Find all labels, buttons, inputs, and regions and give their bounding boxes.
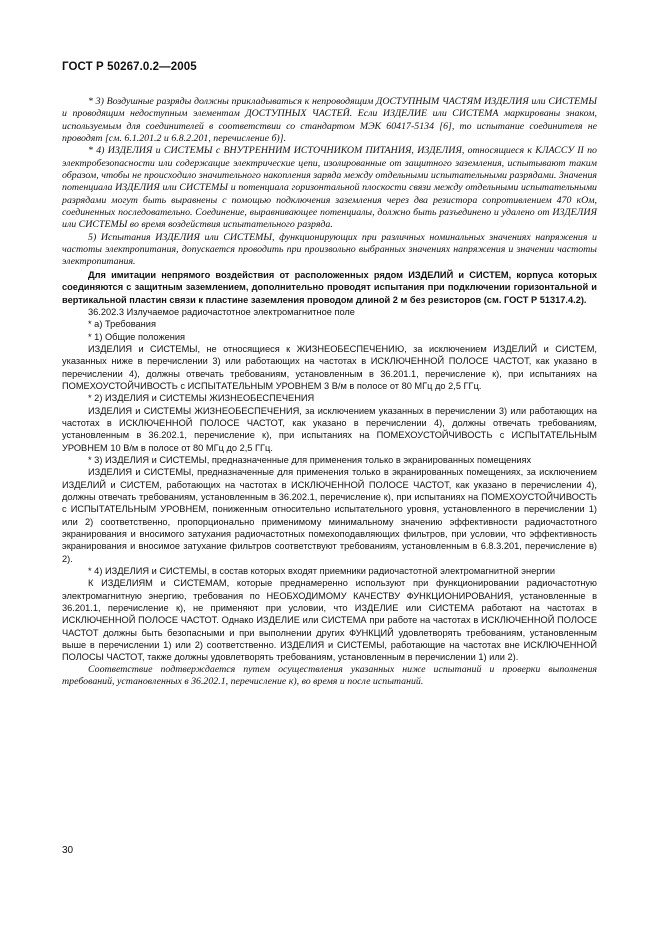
paragraph-compliance: Соответствие подтверждается путем осуществления указанных ниже испытаний и проверки выполнения требований, установленных в 36.202.1, перечисление к), во время и после испытаний.	[62, 663, 597, 688]
paragraph-life-supporting: ИЗДЕЛИЯ и СИСТЕМЫ ЖИЗНЕОБЕСПЕЧЕНИЯ, за исключением указанных в перечислении 3) или работающих на частотах в ИСКЛЮЧЕННОЙ ПОЛОСЕ ЧАСТОТ, как указано в перечислении 4), должны отвечать требованиям, установленным в 36.202.1, перечисление к), при испытаниях на ПОМЕХОУСТОЙЧИВОСТЬ с ИСПЫТАТЕЛЬНЫМ УРОВНЕМ 10 В/м в полосе от 80 МГц до 2,5 ГГц.	[62, 405, 597, 453]
paragraph-non-life-supporting: ИЗДЕЛИЯ и СИСТЕМЫ, не относящиеся к ЖИЗНЕОБЕСПЕЧЕНИЮ, за исключением ИЗДЕЛИЙ и СИСТЕМ, указанных ниже в перечислении 3) или работающих на частотах в ИСКЛЮЧЕННОЙ ПОЛОСЕ ЧАСТОТ, как указано в перечислении 4), должны отвечать требованиям, установленным в 36.201.1, перечисление к), при испытаниях на ПОМЕХОУСТОЙЧИВОСТЬ с ИСПЫТАТЕЛЬНЫМ УРОВНЕМ 3 В/м в полосе от 80 МГц до 2,5 ГГц.	[62, 343, 597, 391]
subheading-rf-receivers: * 4) ИЗДЕЛИЯ и СИСТЕМЫ, в состав которых входят приемники радиочастотной электромагнитной энергии	[88, 566, 556, 577]
subheading-requirements: * а) Требования	[88, 319, 156, 330]
paragraph-air-discharges: * 3) Воздушные разряды должны прикладываться к непроводящим ДОСТУПНЫМ ЧАСТЯМ ИЗДЕЛИЯ или СИСТЕМЫ и проводящим недоступным элементам ДОСТУПНЫХ ЧАСТЕЙ. Если ИЗДЕЛИЕ или СИСТЕМА маркированы знаком, используемым для соединителей в соответствии со стандартом МЭК 60417-5134 [6], то испытание соединителя не проводят [см. 6.1.201.2 и 6.8.2.201, перечисление б)].	[62, 96, 597, 145]
paragraph-shielded-locations: ИЗДЕЛИЯ и СИСТЕМЫ, предназначенные для применения только в экранированных помещениях, за исключением ИЗДЕЛИЙ и СИСТЕМ, работающих на частотах в ИСКЛЮЧЕННОЙ ПОЛОСЕ ЧАСТОТ, как указано в перечислении 4), должны отвечать требованиям, установленным в 36.202.1, перечисление к), при испытаниях на ПОМЕХОУСТОЙЧИВОСТЬ с ИСПЫТАТЕЛЬНЫМ УРОВНЕМ, пониженным относительно испытательного уровня, установленного в перечислении 1) или 2) соответственно, пропорционально применимому минимальному значению эффективности радиочастотного экранирования и вносимого затухания радиочастотных помехоподавляющих фильтров, при условии, что эффективность экранирования и вносимое затухание фильтров соответствуют требованиям, установленным в 6.8.3.201, перечисление в) 2).	[62, 467, 597, 564]
page-number: 30	[62, 845, 74, 856]
paragraph-internal-power: * 4) ИЗДЕЛИЯ и СИСТЕМЫ с ВНУТРЕННИМ ИСТОЧНИКОМ ПИТАНИЯ, ИЗДЕЛИЯ, относящиеся к КЛАССУ II по электробезопасности или содержащие электрические цепи, изолированные от защитного заземления, испытывают таким образом, чтобы не происходило значительного накопления заряда между отдельными испытательными разрядами. Значения потенциала ИЗДЕЛИЯ или СИСТЕМЫ и потенциала горизонтальной плоскости связи между отдельными испытательными разрядами могут быть выравнены с помощью подключения заземления через два резистора сопротивлением 470 кОм, соединенных последовательно. Соединение, выравнивающее потенциалы, должно быть разъединено и удалено от ИЗДЕЛИЯ или СИСТЕМЫ во время воздействия испытательного разряда.	[62, 145, 597, 231]
paragraph-indirect-discharge: Для имитации непрямого воздействия от расположенных рядом ИЗДЕЛИЙ и СИСТЕМ, корпуса которых соединяются с защитным заземлением, дополнительно проводят испытания при подключении горизонтальной и вертикальной пластин связи к пластине заземления проводом длиной 2 м без резисторов (см. ГОСТ Р 51317.4.2).	[62, 269, 597, 305]
document-body	[62, 96, 597, 689]
subheading-general: * 1) Общие положения	[88, 331, 186, 342]
paragraph-rf-receivers: К ИЗДЕЛИЯМ и СИСТЕМАМ, которые преднамеренно используют при функционировании радиочастотную электромагнитную энергию, требования по НЕОБХОДИМОМУ КАЧЕСТВУ ФУНКЦИОНИРОВАНИЯ, установленные в 36.201.1, перечисление к), не применяют при условии, что ИЗДЕЛИЕ или СИСТЕМА работают на частотах в ИСКЛЮЧЕННОЙ ПОЛОСЕ ЧАСТОТ. Однако ИЗДЕЛИЕ или СИСТЕМА при работе на частотах в ИСКЛЮЧЕННОЙ ПОЛОСЕ ЧАСТОТ должны быть безопасными и при выполнении других ФУНКЦИЙ удовлетворять требованиям, установленным выше в перечислении 1) или 2) соответственно. ИЗДЕЛИЯ и СИСТЕМЫ, работающие на частотах вне ИСКЛЮЧЕННОЙ ПОЛОСЫ ЧАСТОТ, также должны удовлетворять требованиям, установленным в перечислении 1) или 2).	[62, 578, 597, 663]
section-heading-radiated-field: 36.202.3 Излучаемое радиочастотное электромагнитное поле	[88, 306, 355, 317]
subheading-life-supporting: * 2) ИЗДЕЛИЯ и СИСТЕМЫ ЖИЗНЕОБЕСПЕЧЕНИЯ	[88, 393, 315, 404]
document-header: ГОСТ Р 50267.0.2—2005	[62, 61, 197, 73]
paragraph-voltage-frequency: 5) Испытания ИЗДЕЛИЯ или СИСТЕМЫ, функционирующих при различных номинальных значениях напряжения и частоты электропитания, допускается проводить при произвольно выбранных значениях напряжения и значении частоты электропитания.	[62, 231, 597, 268]
subheading-shielded-locations: * 3) ИЗДЕЛИЯ и СИСТЕМЫ, предназначенные для применения только в экранированных помещениях	[88, 454, 532, 465]
